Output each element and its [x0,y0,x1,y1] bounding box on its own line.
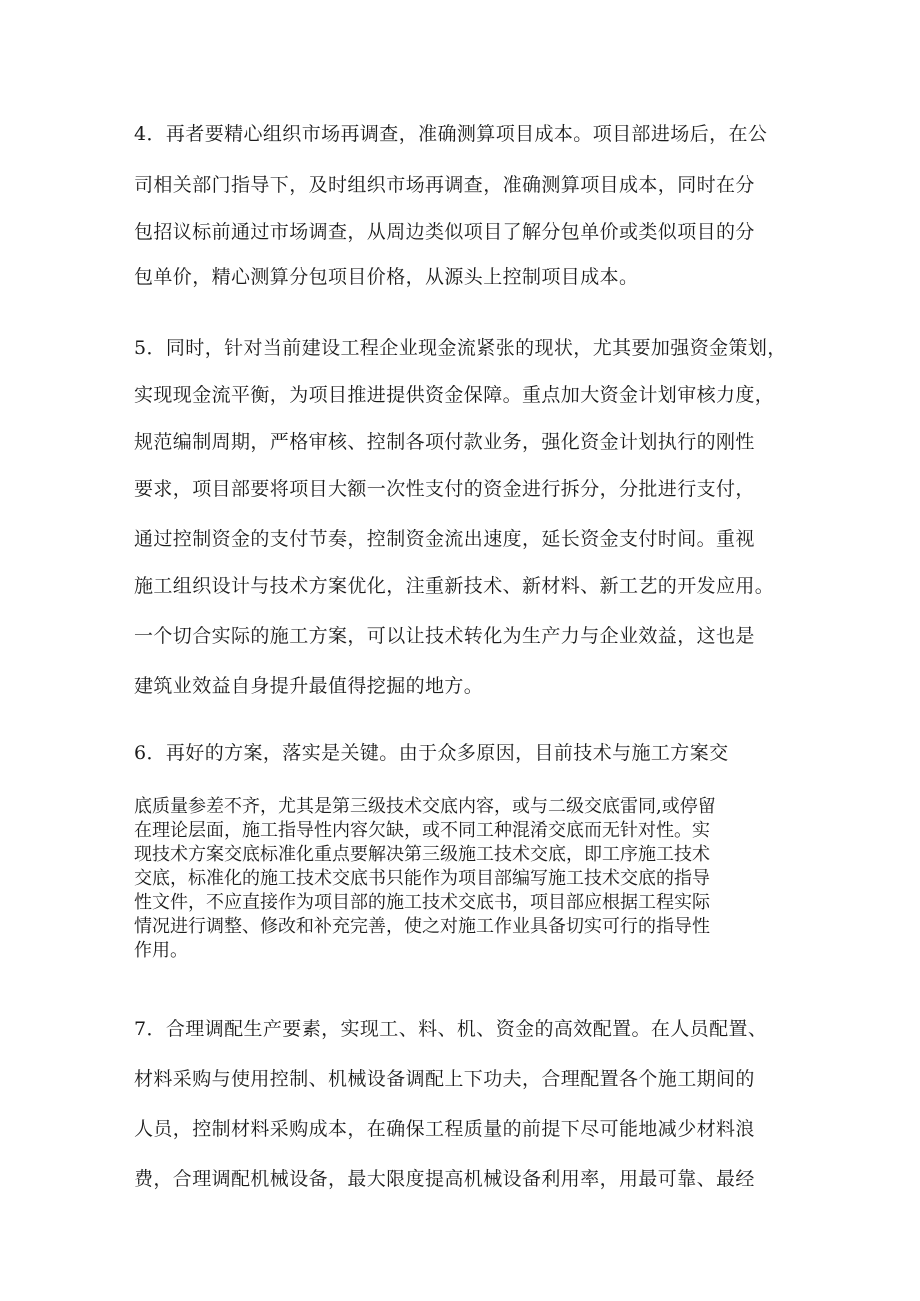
paragraph-line: 情况进行调整、修改和补充完善，使之对施工作业具备切实可行的指导性 [134,916,710,937]
paragraph-line: 作用。 [134,940,188,961]
paragraph-line: 费，合理调配机械设备，最大限度提高机械设备利用率，用最可靠、最经 [134,1168,755,1190]
paragraph-line: 材料采购与使用控制、机械设备调配上下功夫，合理配置各个施工期间的 [134,1068,755,1090]
paragraph-line: 交底，标准化的施工技术交底书只能作为项目部编写施工技术交底的指导 [134,868,710,889]
paragraph-line: 在理论层面，施工指导性内容欠缺，或不同工种混淆交底而无针对性。实 [134,820,710,841]
paragraph-line: 底质量参差不齐，尤其是第三级技术交底内容，或与二级交底雷同,或停留 [134,796,716,817]
paragraph-line: 包招议标前通过市场调查，从周边类似项目了解分包单价或类似项目的分 [134,221,755,243]
paragraph-line: 规范编制周期，严格审核、控制各项付款业务，强化资金计划执行的刚性 [134,431,755,453]
paragraph-line: 司相关部门指导下，及时组织市场再调查，准确测算项目成本，同时在分 [134,174,755,196]
paragraph-line: 施工组织设计与技术方案优化，注重新技术、新材料、新工艺的开发应用。 [134,575,775,597]
paragraph-line: 要求，项目部要将项目大额一次性支付的资金进行拆分，分批进行支付， [134,478,755,500]
paragraph-line: 现技术方案交底标准化重点要解决第三级施工技术交底，即工序施工技术 [134,844,710,865]
paragraph-line: 性文件，不应直接作为项目部的施工技术交底书，项目部应根据工程实际 [134,892,710,913]
paragraph-line: 实现现金流平衡，为项目推进提供资金保障。重点加大资金计划审核力度， [134,384,775,406]
paragraph-line: 人员，控制材料采购成本，在确保工程质量的前提下尽可能地减少材料浪 [134,1118,755,1140]
paragraph-line: 一个切合实际的施工方案，可以让技术转化为生产力与企业效益，这也是 [134,625,755,647]
paragraph-line: 5．同时，针对当前建设工程企业现金流紧张的现状，尤其要加强资金策划， [134,337,787,359]
paragraph-line: 建筑业效益自身提升最值得挖掘的地方。 [134,675,484,697]
paragraph-line: 通过控制资金的支付节奏，控制资金流出速度，延长资金支付时间。重视 [134,528,755,550]
paragraph-line: 包单价，精心测算分包项目价格，从源头上控制项目成本。 [134,266,639,288]
paragraph-line: 4．再者要精心组织市场再调查，准确测算项目成本。项目部进场后，在公 [134,123,768,145]
paragraph-heading-line: 6．再好的方案，落实是关键。由于众多原因，目前技术与施工方案交 [134,742,729,764]
paragraph-line: 7．合理调配生产要素，实现工、料、机、资金的高效配置。在人员配置、 [134,1018,768,1040]
